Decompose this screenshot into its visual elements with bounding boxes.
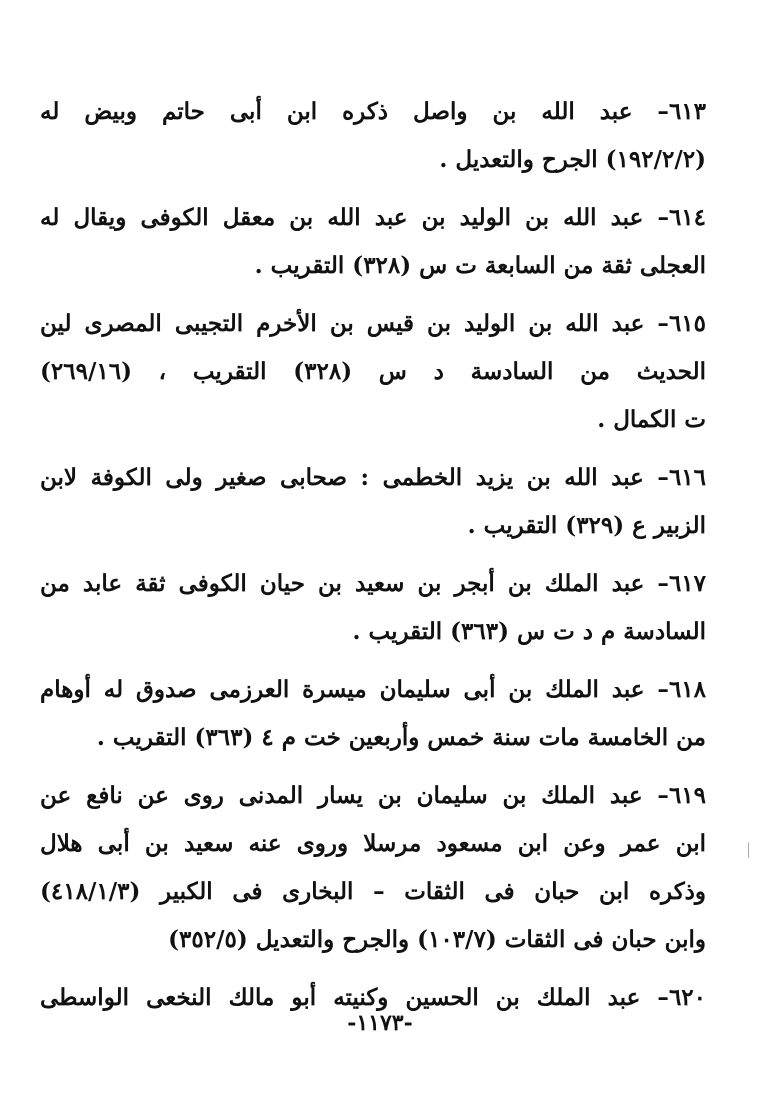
entry-616 [40, 454, 706, 550]
entry-line: ٦١٤– عبد الله بن الوليد بن عبد الله بن معقل الكوفى ويقال له [40, 204, 706, 231]
entry-line: ٦١٧– عبد الملك بن أبجر بن سعيد بن حيان الكوفى ثقة عابد من [40, 570, 706, 597]
entry-line: ٦١٦– عبد الله بن يزيد الخطمى : صحابى صغير ولى الكوفة لابن [40, 464, 706, 491]
entry-line: السادسة م د ت س (٣٦٣) التقريب . [352, 618, 706, 645]
entry-line: الحديث من السادسة د س (٣٢٨) التقريب ، (٢٦٩/١٦) [40, 358, 706, 385]
entry-line: ت الكمال . [597, 406, 706, 433]
entry-615 [40, 300, 706, 444]
margin-mark [748, 842, 751, 858]
page-number: -١١٧٣- [347, 1010, 413, 1036]
entries-list [40, 88, 706, 1032]
entry-line: ابن عمر وعن ابن مسعود مرسلا وروى عنه سعيد بن أبى هلال [40, 830, 706, 857]
entry-618 [40, 666, 706, 762]
entry-619 [40, 772, 706, 964]
entry-line: ٦١٨– عبد الملك بن أبى سليمان ميسرة العرزمى صدوق له أوهام [40, 676, 706, 703]
entry-line: ٦٢٠– عبد الملك بن الحسين وكنيته أبو مالك النخعى الواسطى [40, 984, 706, 1011]
entry-line: العجلى ثقة من السابعة ت س (٣٢٨) التقريب . [254, 252, 706, 279]
entry-line: وذكره ابن حبان فى الثقات – البخارى فى الكبير (٤١٨/١/٣) [40, 878, 706, 905]
entry-617 [40, 560, 706, 656]
entry-613 [40, 88, 706, 184]
entry-line: ٦١٥– عبد الله بن الوليد بن قيس بن الأخرم التجيبى المصرى لين [40, 310, 706, 337]
entry-line: من الخامسة مات سنة خمس وأربعين خت م ٤ (٣٦٣) التقريب . [96, 724, 706, 751]
entry-line: ٦١٩– عبد الملك بن سليمان بن يسار المدنى روى عن نافع عن [40, 782, 706, 809]
entry-614 [40, 194, 706, 290]
entry-line: (١٩٢/٢/٢) الجرح والتعديل . [439, 146, 706, 173]
entry-line: وابن حبان فى الثقات (١٠٣/٧) والجرح والتعديل (٣٥٢/٥) [168, 926, 706, 953]
entry-line: الزبير ع (٣٢٩) التقريب . [467, 512, 706, 539]
entry-line: ٦١٣– عبد الله بن واصل ذكره ابن أبى حاتم وبيض له [40, 98, 706, 125]
